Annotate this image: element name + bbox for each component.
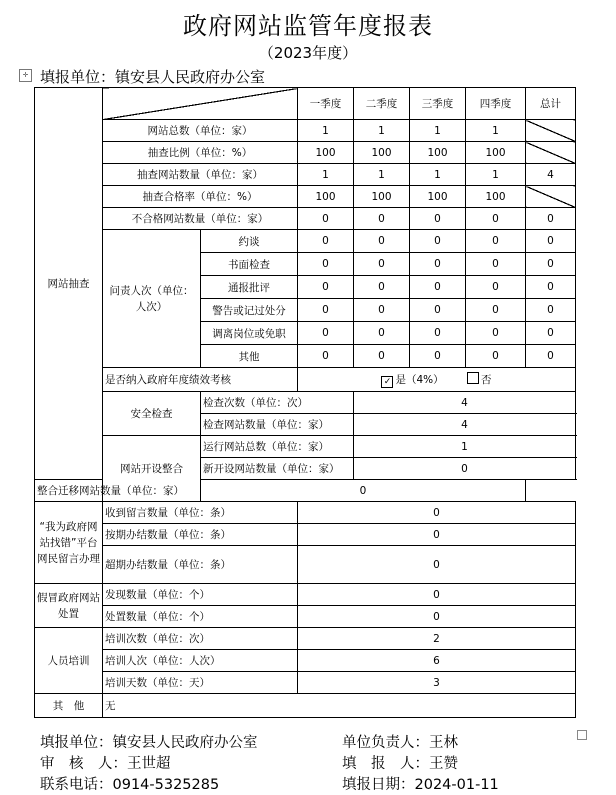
table-row: [35, 650, 576, 672]
table-row: [35, 120, 576, 142]
cell-value: 0: [354, 208, 410, 230]
table-row: [35, 546, 576, 584]
section-integration: 网站开设整合: [103, 436, 201, 502]
cell-value: 0: [526, 276, 576, 299]
cell-value: 0: [466, 299, 526, 322]
cell-value: 0: [526, 253, 576, 276]
row-label: 发现数量（单位：个）: [103, 584, 298, 606]
cell-value: 0: [354, 253, 410, 276]
table-row: [35, 142, 576, 164]
col-q2: 二季度: [354, 88, 410, 120]
cell-value: 0: [466, 322, 526, 345]
cell-value: 0: [410, 322, 466, 345]
cell-diagonal: [526, 120, 576, 142]
cell-value: 100: [410, 186, 466, 208]
performance-options: [298, 368, 576, 392]
row-label: 抽查合格率（单位：%）: [103, 186, 298, 208]
cell-value: 6: [298, 650, 576, 672]
table-row: [35, 230, 576, 253]
cell-value: 0: [410, 230, 466, 253]
cell-value: 0: [466, 230, 526, 253]
footer-head: 单位负责人：王林: [342, 735, 458, 751]
cell-value: 1: [410, 120, 466, 142]
cell-value: 0: [298, 584, 576, 606]
cell-diagonal: [526, 186, 576, 208]
cell-value: 0: [354, 322, 410, 345]
footer-reviewer: 审 核 人：王世超: [40, 756, 171, 772]
footer-date: 填报日期：2024-01-11: [342, 777, 499, 793]
row-label: 通报批评: [201, 276, 298, 299]
table-row: [35, 502, 576, 524]
cell-value: 0: [201, 480, 526, 502]
row-label: 培训次数（单位：次）: [103, 628, 298, 650]
row-label: 收到留言数量（单位：条）: [103, 502, 298, 524]
cell-value: 0: [466, 253, 526, 276]
row-label: 网站总数（单位：家）: [103, 120, 298, 142]
fill-unit-top: 填报单位：镇安县人民政府办公室: [40, 68, 266, 86]
row-label: 约谈: [201, 230, 298, 253]
row-label: 整合迁移网站数量（单位：家）: [35, 480, 201, 502]
cell-value: 1: [354, 120, 410, 142]
other-value: 无: [103, 694, 576, 718]
table-row: [35, 436, 576, 458]
row-label: 调离岗位或免职: [201, 322, 298, 345]
row-label: 抽查比例（单位：%）: [103, 142, 298, 164]
row-label: 处置数量（单位：个）: [103, 606, 298, 628]
table-row: [35, 524, 576, 546]
cell-value: 0: [298, 276, 354, 299]
cell-value: 0: [354, 230, 410, 253]
row-label: 警告或记过处分: [201, 299, 298, 322]
cell-value: 0: [466, 276, 526, 299]
footer-reporter: 填 报 人：王赞: [342, 756, 458, 772]
table-row: [35, 480, 576, 502]
row-label: 按期办结数量（单位：条）: [103, 524, 298, 546]
cell-value: 100: [466, 186, 526, 208]
row-label: 超期办结数量（单位：条）: [103, 546, 298, 584]
col-total: 总计: [526, 88, 576, 120]
no-label: 否: [481, 373, 492, 386]
row-label: 抽查网站数量（单位：家）: [103, 164, 298, 186]
cell-value: 100: [354, 186, 410, 208]
cell-value: 0: [526, 322, 576, 345]
section-messages: “我为政府网站找错”平台网民留言办理: [35, 502, 103, 584]
cell-value: 0: [298, 299, 354, 322]
cell-value: 0: [526, 208, 576, 230]
cell-value: 1: [466, 120, 526, 142]
table-row: [35, 694, 576, 718]
cell-value: 100: [354, 142, 410, 164]
table-row: [35, 186, 576, 208]
footer-phone: 联系电话：0914-5325285: [40, 777, 220, 793]
cell-value: 0: [298, 208, 354, 230]
cell-value: 0: [354, 299, 410, 322]
cell-value: 4: [526, 164, 576, 186]
table-row: [35, 584, 576, 606]
no-checkbox[interactable]: [467, 372, 479, 384]
cell-value: 0: [526, 299, 576, 322]
cell-value: 0: [410, 299, 466, 322]
row-label: 书面检查: [201, 253, 298, 276]
table-row: [35, 392, 576, 414]
row-label: 检查次数（单位：次）: [201, 392, 354, 414]
cell-value: 100: [410, 142, 466, 164]
cell-value: 2: [298, 628, 576, 650]
cell-value: 0: [410, 345, 466, 368]
cell-value: 1: [354, 164, 410, 186]
cell-value: 1: [298, 164, 354, 186]
yes-checkbox[interactable]: ✓: [381, 376, 393, 388]
header-row: [35, 88, 576, 120]
table-row: [35, 606, 576, 628]
row-label: 新开设网站数量（单位：家）: [201, 458, 354, 480]
cell-value: 0: [298, 230, 354, 253]
page-title: 政府网站监管年度报表: [183, 12, 433, 40]
footer-fill-unit: 填报单位：镇安县人民政府办公室: [40, 735, 258, 751]
cell-value: 0: [526, 345, 576, 368]
cell-value: 0: [298, 322, 354, 345]
move-handle-icon[interactable]: ✛: [19, 69, 32, 82]
page-subtitle: （2023年度）: [258, 44, 358, 62]
header-corner-cell: [103, 88, 298, 120]
cell-value: 0: [410, 253, 466, 276]
row-label: 培训天数（单位：天）: [103, 672, 298, 694]
cell-value: 100: [298, 142, 354, 164]
accountability-label: 问责人次（单位：人次）: [103, 230, 201, 368]
cell-value: 0: [298, 606, 576, 628]
cell-value: 4: [354, 414, 576, 436]
cell-value: 0: [298, 524, 576, 546]
cell-value: 3: [298, 672, 576, 694]
cell-value: 0: [410, 208, 466, 230]
cell-value: 4: [354, 392, 576, 414]
table-row: [35, 208, 576, 230]
cell-diagonal: [526, 142, 576, 164]
section-website-check: 网站抽查: [35, 88, 103, 480]
cell-value: 100: [466, 142, 526, 164]
section-fake-sites: 假冒政府网站处置: [35, 584, 103, 628]
section-other: 其 他: [35, 694, 103, 718]
row-label: 其他: [201, 345, 298, 368]
cell-value: 0: [298, 502, 576, 524]
cell-value: 1: [410, 164, 466, 186]
cell-value: 0: [410, 276, 466, 299]
cell-value: 0: [298, 546, 576, 584]
col-q1: 一季度: [298, 88, 354, 120]
col-q3: 三季度: [410, 88, 466, 120]
table-row: [35, 628, 576, 650]
row-label: 培训人次（单位：人次）: [103, 650, 298, 672]
section-security: 安全检查: [103, 392, 201, 436]
cell-value: 0: [354, 276, 410, 299]
row-label: 运行网站总数（单位：家）: [201, 436, 354, 458]
cell-value: 0: [298, 253, 354, 276]
end-marker: [577, 730, 587, 740]
performance-label: 是否纳入政府年度绩效考核: [103, 368, 298, 392]
yes-label: 是（4%）: [395, 373, 444, 386]
row-label: 检查网站数量（单位：家）: [201, 414, 354, 436]
cell-value: 1: [466, 164, 526, 186]
table-row: [35, 164, 576, 186]
section-training: 人员培训: [35, 628, 103, 694]
cell-value: 0: [354, 345, 410, 368]
cell-value: 1: [354, 436, 576, 458]
cell-value: 0: [466, 208, 526, 230]
cell-value: 0: [526, 230, 576, 253]
cell-value: 0: [354, 458, 576, 480]
cell-value: 100: [298, 186, 354, 208]
table-row: [35, 368, 576, 392]
report-table: [34, 87, 576, 718]
cell-value: 0: [466, 345, 526, 368]
cell-value: 0: [298, 345, 354, 368]
col-q4: 四季度: [466, 88, 526, 120]
table-row: [35, 672, 576, 694]
row-label: 不合格网站数量（单位：家）: [103, 208, 298, 230]
cell-value: 1: [298, 120, 354, 142]
